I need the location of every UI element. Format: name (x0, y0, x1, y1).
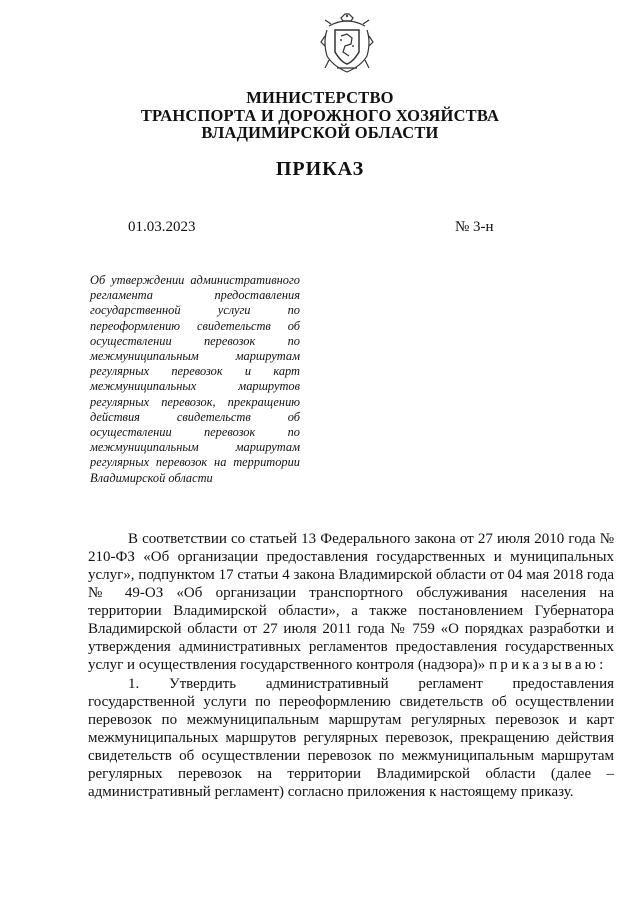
document-type: ПРИКАЗ (275, 158, 365, 180)
document-subject: Об утверждении административного регламента предоставления государственной услуги по переоформлению свидетельств об осуществлении перевозок по межмуниципальным маршрутам регулярных перевозок и карт межмуниципальных маршрутов регулярных перевозок, прекращению действия свидетельств об осуществлении перевозок по межмуниципальным маршрутам регулярных перевозок на территории Владимирской области (90, 273, 300, 485)
order-word: приказываю: (489, 657, 607, 673)
document-number: № 3-н (455, 219, 494, 235)
document-date: 01.03.2023 (128, 219, 196, 235)
header-line-2: ТРАНСПОРТА И ДОРОЖНОГО ХОЗЯЙСТВА (140, 105, 500, 125)
item-1-paragraph: 1. Утвердить административный регламент предоставления государственной услуги по переоформлению свидетельств об осуществлении перевозок по межмуниципальным маршрутам регулярных перевозок и карт межмуниципальных маршрутов регулярных перевозок, прекращению действия свидетельств об осуществлении перевозок по межмуниципальным маршрутам регулярных перевозок на территории Владимирской области (далее – административный регламент) согласно приложения к настоящему приказу. (88, 676, 614, 800)
preamble-paragraph (88, 530, 614, 674)
header-line-3: ВЛАДИМИРСКОЙ ОБЛАСТИ (201, 123, 439, 142)
coat-of-arms-emblem (319, 12, 375, 74)
preamble-text: В соответствии со статьей 13 Федерального закона от 27 июля 2010 года № 210-ФЗ «Об организации предоставления государственных и муниципальных услуг», подпунктом 17 статьи 4 закона Владимирской области от 04 мая 2018 года № 49-ОЗ «Об организации транспортного обслуживания населения на территории Владимирской области», а также постановлением Губернатора Владимирской области от 27 июля 2011 года № 759 «О порядках разработки и утверждения административных регламентов предоставления государственных услуг и осуществления государственного контроля (надзора)» (88, 531, 614, 673)
header-line-1: МИНИСТЕРСТВО (246, 88, 394, 107)
ministry-header (0, 89, 640, 142)
